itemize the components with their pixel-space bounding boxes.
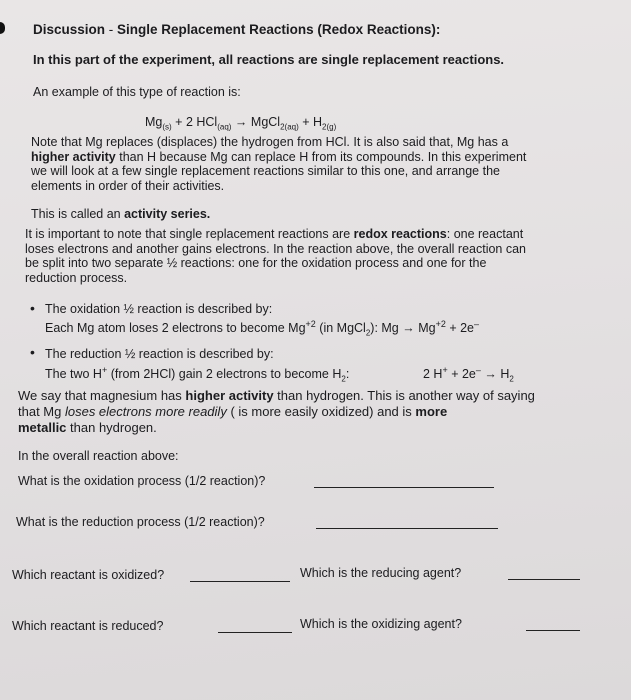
mag-l3a: metallic <box>18 420 67 435</box>
q-reduction-text: What is the reduction process (1/2 reaction)? <box>16 515 265 529</box>
answer-blank-reactant-oxidized[interactable] <box>190 569 290 582</box>
eq-arrow: → <box>231 115 251 129</box>
mag-l2c: ( is more easily oxidized) and is <box>226 404 416 419</box>
q-oxidizing-text: Which is the oxidizing agent? <box>300 617 462 631</box>
red-eq-sup2: – <box>475 364 481 375</box>
red-sub1: 2 <box>341 374 346 384</box>
red-eq-sup: + <box>442 364 448 375</box>
mag-l1a: We say that magnesium has <box>18 388 186 403</box>
red-eq: 2 H <box>423 367 443 381</box>
ox-sup2: +2 <box>435 318 446 329</box>
question-oxidizing-agent <box>300 617 462 632</box>
eq-hcl: + 2 HCl <box>171 115 218 129</box>
ox-sup3: – <box>474 318 480 329</box>
ox-sup1: +2 <box>305 318 316 329</box>
bullet-dot-1: • <box>30 300 35 316</box>
oxidation-half-head: The oxidation ½ reaction is described by: <box>45 302 273 316</box>
redox-line-4: reduction process. <box>25 270 128 285</box>
eq-h2-state: 2(g) <box>322 122 337 132</box>
mag-l1c: than hydrogen. This is another way of saying <box>273 388 535 403</box>
reduction-half-body <box>45 364 350 384</box>
mag-l2d: more <box>415 404 448 419</box>
mag-line-2 <box>18 404 535 420</box>
intro-statement: In this part of the experiment, all reactions are single replacement reactions. <box>33 52 505 67</box>
mag-line-1 <box>18 388 535 404</box>
overall-label: In the overall reaction above: <box>18 449 179 463</box>
heading-dash: - <box>105 22 118 37</box>
redox-line-1 <box>25 227 526 242</box>
eq-mgcl: MgCl <box>250 115 281 129</box>
redox-term: redox reactions <box>353 227 447 241</box>
mag-l3b: than hydrogen. <box>66 420 157 435</box>
red-eq-tail: → H <box>480 367 510 381</box>
reduction-half-head: The reduction ½ reaction is described by: <box>45 347 274 361</box>
question-reducing-agent <box>300 566 461 581</box>
red-sup1: + <box>101 364 108 375</box>
bullet-dot-2: • <box>30 344 35 360</box>
activity-series-prefix: This is called an <box>31 207 125 221</box>
mag-l2a: that Mg <box>18 404 65 419</box>
eq-h2: + H <box>298 115 323 129</box>
oxidation-half-body <box>45 318 480 338</box>
red-eq-mid: + 2e <box>447 367 476 381</box>
mag-l1b: higher activity <box>185 388 274 403</box>
answer-blank-reduction-process[interactable] <box>316 516 498 529</box>
heading-prefix: Discussion <box>33 22 106 37</box>
note-line-2 <box>31 150 526 165</box>
ox-tail: ): Mg → Mg <box>370 321 436 335</box>
redox-line-2: loses electrons and another gains electrons. In the reaction above, the overall reaction can <box>25 241 527 256</box>
redox-l1c: : one reactant <box>446 227 524 241</box>
q-oxidized-text: Which reactant is oxidized? <box>12 568 165 582</box>
example-label: An example of this type of reaction is: <box>33 85 241 99</box>
mag-l2b: loses electrons more readily <box>64 404 227 419</box>
heading-title: Single Replacement Reactions (Redox Reactions): <box>117 22 441 37</box>
red-mid: (from 2HCl) gain 2 electrons to become H <box>107 367 342 381</box>
q-reducing-text: Which is the reducing agent? <box>300 566 462 580</box>
answer-blank-reducing-agent[interactable] <box>508 567 580 580</box>
mag-line-3 <box>18 420 535 436</box>
activity-series-term: activity series. <box>124 207 211 221</box>
ox-end: + 2e <box>445 321 474 335</box>
red-colon: : <box>345 367 350 381</box>
ox-sub1: 2 <box>365 328 371 338</box>
red-body: The two H <box>45 367 102 381</box>
eq-mgcl-state: 2(aq) <box>280 122 299 132</box>
activity-series-line <box>31 207 210 222</box>
eq-hcl-state: (aq) <box>217 122 232 132</box>
answer-blank-oxidation-process[interactable] <box>314 475 494 488</box>
page-edge-mark <box>0 22 5 34</box>
question-reduction-process <box>16 515 265 530</box>
note-line-2-rest: than H because Mg can replace H from its compounds. In this experiment <box>115 149 527 164</box>
answer-blank-reactant-reduced[interactable] <box>218 620 292 633</box>
redox-line-3: be split into two separate ½ reactions: one for the oxidation process and one for the <box>25 256 487 270</box>
example-equation <box>145 115 336 130</box>
magnesium-paragraph <box>18 388 535 436</box>
eq-mg: Mg <box>145 115 163 129</box>
question-reactant-oxidized <box>12 568 164 583</box>
note-higher-activity: higher activity <box>31 149 116 164</box>
note-line-1: Note that Mg replaces (displaces) the hydrogen from HCl. It is also said that, Mg has a <box>31 135 509 149</box>
redox-paragraph <box>25 227 526 285</box>
question-reactant-reduced <box>12 619 163 634</box>
question-oxidation-process <box>18 474 265 489</box>
q-reduced-text: Which reactant is reduced? <box>12 619 164 633</box>
q-oxidation-text: What is the oxidation process (1/2 reaction)? <box>18 474 266 488</box>
redox-l1a: It is important to note that single replacement reactions are <box>25 227 354 241</box>
note-paragraph <box>31 135 526 193</box>
ox-body: Each Mg atom loses 2 electrons to become Mg <box>45 321 306 335</box>
eq-mg-state: (s) <box>162 122 172 132</box>
answer-blank-oxidizing-agent[interactable] <box>526 618 580 631</box>
note-line-4: elements in order of their activities. <box>31 178 225 193</box>
reduction-half-equation <box>423 364 514 384</box>
note-line-3: we will look at a few single replacement reactions similar to this one, and arrange the <box>31 164 500 178</box>
section-heading <box>33 22 440 37</box>
red-eq-sub: 2 <box>509 374 514 384</box>
ox-mid: (in MgCl <box>315 321 366 335</box>
